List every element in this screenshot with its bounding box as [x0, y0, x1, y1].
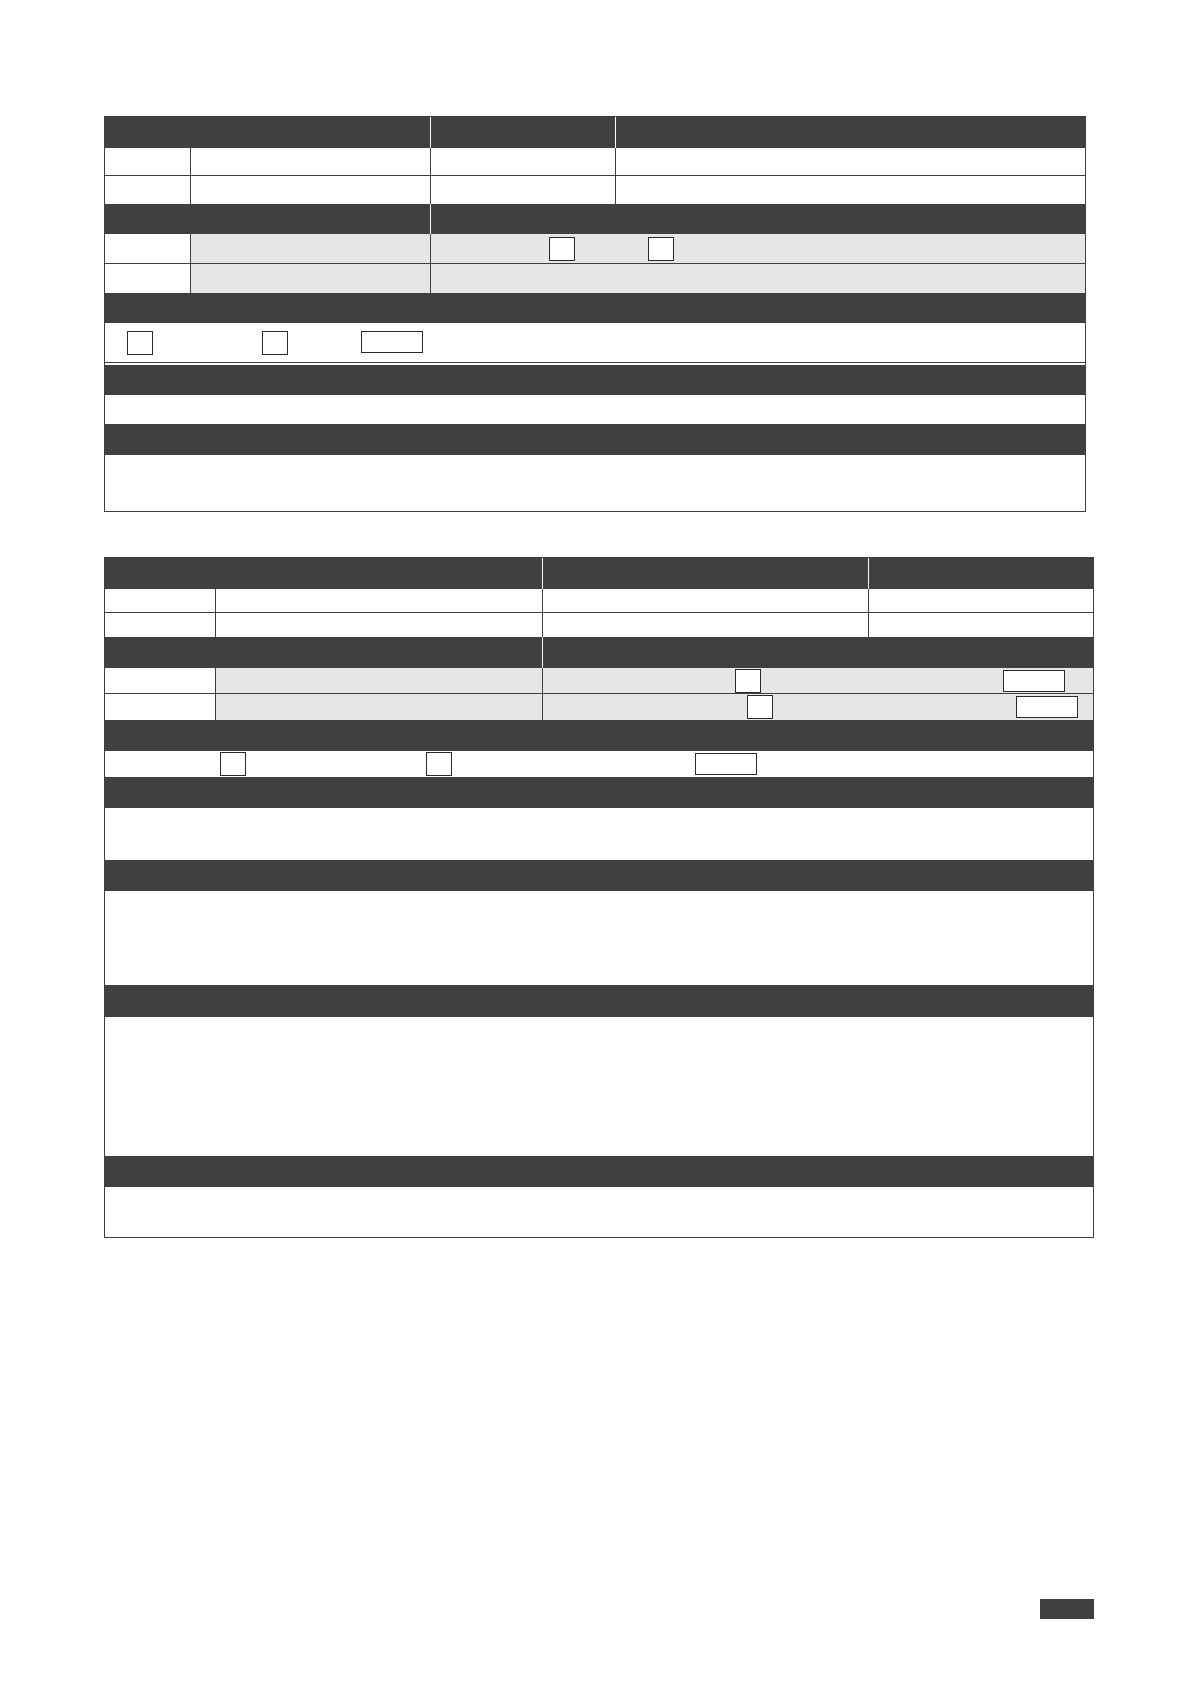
text-field[interactable]	[695, 753, 757, 775]
table2-section-header-2	[105, 720, 1093, 751]
table1-text-row-1	[105, 395, 1085, 424]
table1-section-header-2	[105, 293, 1085, 323]
table2-section-header-4	[105, 860, 1093, 891]
table2-section-header-5	[105, 985, 1093, 1017]
table2-row-1	[105, 589, 1093, 613]
table1-row-2	[105, 176, 1085, 204]
checkbox[interactable]	[747, 695, 773, 719]
table2-section-header-3	[105, 778, 1093, 808]
checkbox[interactable]	[262, 331, 288, 355]
checkbox[interactable]	[127, 331, 153, 355]
table2-row-2	[105, 613, 1093, 637]
page-number	[1040, 1599, 1094, 1619]
text-field[interactable]	[361, 331, 423, 353]
checkbox[interactable]	[549, 237, 575, 261]
table2-text-row-4	[105, 1187, 1093, 1237]
checkbox[interactable]	[648, 237, 674, 261]
form-table-2	[104, 557, 1094, 1238]
table2-text-row-1	[105, 808, 1093, 860]
table1-row-1	[105, 148, 1085, 176]
table1-section-header-1	[105, 204, 1085, 234]
table2-grey-row-2	[105, 694, 1093, 720]
table1-section-header-3	[105, 365, 1085, 395]
table1-header-row	[105, 117, 1085, 148]
checkbox[interactable]	[735, 669, 761, 693]
table1-section-header-4	[105, 424, 1085, 455]
checkbox[interactable]	[220, 752, 246, 776]
text-field[interactable]	[1003, 670, 1065, 692]
table2-section-header-1	[105, 637, 1093, 668]
table2-text-row-3	[105, 1017, 1093, 1156]
table2-checkbox-row	[105, 751, 1093, 778]
table1-text-row-2	[105, 455, 1085, 511]
table2-section-header-6	[105, 1156, 1093, 1187]
table1-checkbox-row	[105, 323, 1085, 363]
form-table-1	[104, 116, 1086, 512]
table1-grey-row-1	[105, 234, 1085, 264]
text-field[interactable]	[1016, 696, 1078, 718]
table1-grey-row-2	[105, 264, 1085, 293]
table2-header-row	[105, 558, 1093, 589]
table2-text-row-2	[105, 891, 1093, 985]
table2-grey-row-1	[105, 668, 1093, 694]
checkbox[interactable]	[426, 752, 452, 776]
